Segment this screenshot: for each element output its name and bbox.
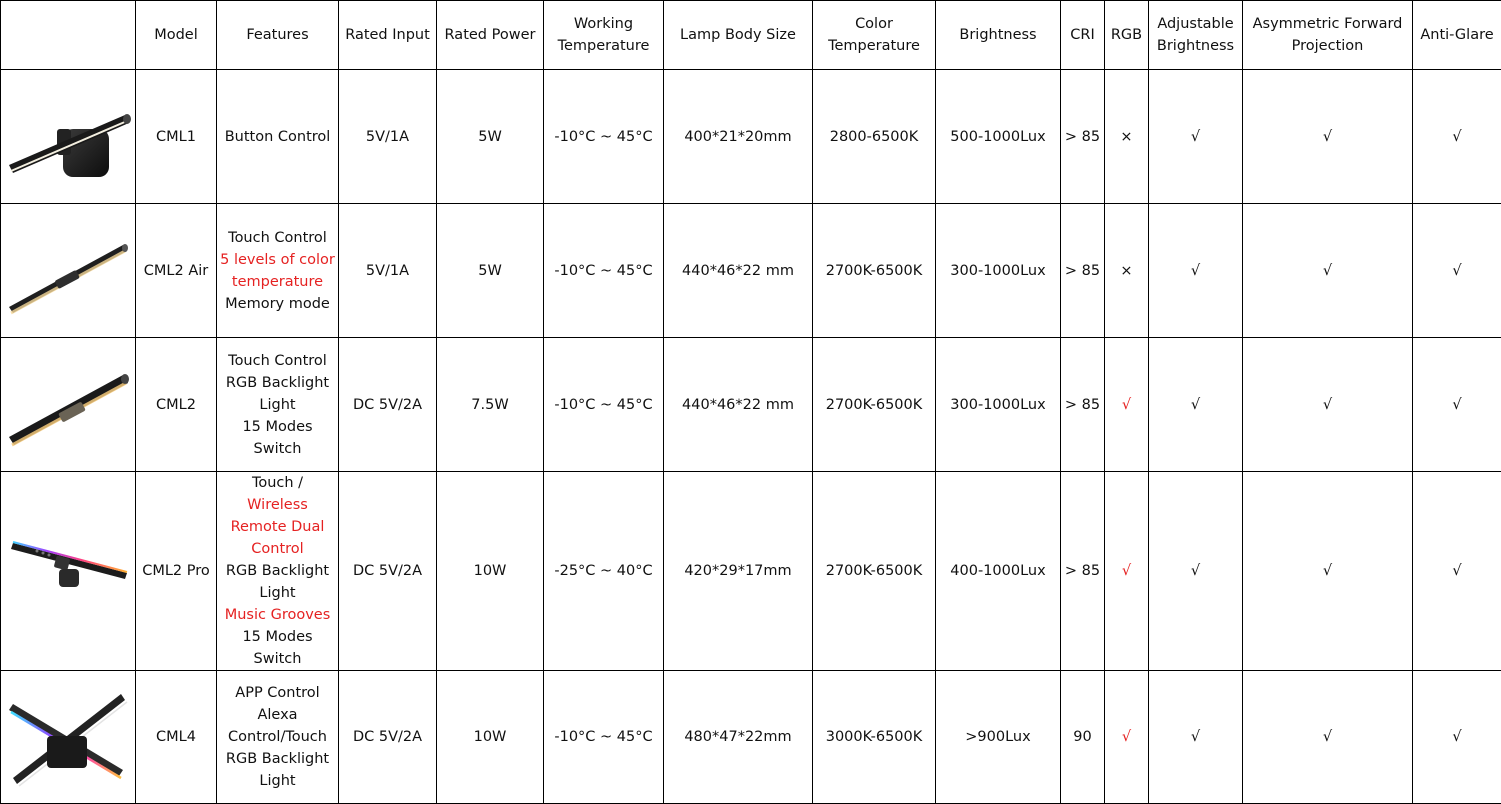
header-working-temperature-line-1: Working <box>573 16 634 32</box>
header-brightness: Brightness <box>936 1 1061 70</box>
feature-line: RGB Backlight <box>225 374 330 391</box>
header-color-temperature-line-1: Color <box>855 16 893 32</box>
features-cell <box>217 204 339 338</box>
feature-line: Touch Control <box>228 352 327 369</box>
header-adjustable-brightness-line-1: Adjustable <box>1157 16 1234 32</box>
brightness-cell: 300-1000Lux <box>936 204 1061 338</box>
color-temperature-cell: 2800-6500K <box>813 70 936 204</box>
anti-glare-cell: √ <box>1413 338 1501 472</box>
product-image-cell <box>1 70 136 204</box>
header-working-temperature-line-2: Temperature <box>557 38 650 54</box>
product-image-cell <box>1 204 136 338</box>
brightness-cell: 300-1000Lux <box>936 338 1061 472</box>
lamp-body-size-cell: 440*46*22 mm <box>664 204 813 338</box>
model-cell: CML2 Pro <box>136 472 217 671</box>
table-row <box>1 204 1501 338</box>
feature-line: Control/Touch <box>228 729 327 745</box>
model-cell: CML2 <box>136 338 217 472</box>
adjustable-brightness-cell: √ <box>1149 338 1243 472</box>
working-temperature-cell: -25°C ~ 40°C <box>544 472 664 671</box>
header-anti-glare: Anti-Glare <box>1413 1 1501 70</box>
features-cell <box>217 472 339 671</box>
rated-input-cell: DC 5V/2A <box>339 338 437 472</box>
features-cell <box>217 338 339 472</box>
rated-power-cell: 5W <box>437 70 544 204</box>
lamp-body-size-cell: 440*46*22 mm <box>664 338 813 472</box>
table-row <box>1 671 1501 804</box>
feature-line: Button Control <box>224 128 331 145</box>
cml2-pro-light-bar-icon <box>1 531 135 611</box>
adjustable-brightness-cell: √ <box>1149 671 1243 804</box>
feature-line: Light <box>259 396 296 413</box>
asymmetric-projection-cell: √ <box>1243 338 1413 472</box>
model-cell: CML4 <box>136 671 217 804</box>
header-rated-power: Rated Power <box>437 1 544 70</box>
brightness-cell: 500-1000Lux <box>936 70 1061 204</box>
feature-line: Wireless <box>247 497 308 513</box>
cri-cell: 90 <box>1061 671 1105 804</box>
lamp-body-size-cell: 400*21*20mm <box>664 70 813 204</box>
feature-line: Touch / <box>251 475 304 491</box>
adjustable-brightness-cell: √ <box>1149 472 1243 671</box>
rated-power-cell: 7.5W <box>437 338 544 472</box>
feature-line: Alexa <box>257 707 298 723</box>
working-temperature-cell: -10°C ~ 45°C <box>544 338 664 472</box>
model-cell: CML2 Air <box>136 204 217 338</box>
adjustable-brightness-cell: √ <box>1149 204 1243 338</box>
header-row <box>1 1 1501 70</box>
lamp-body-size-cell: 480*47*22mm <box>664 671 813 804</box>
feature-line: 15 Modes <box>242 418 313 435</box>
cri-cell: > 85 <box>1061 338 1105 472</box>
feature-line: Switch <box>253 440 302 457</box>
cri-cell: > 85 <box>1061 472 1105 671</box>
rated-power-cell: 5W <box>437 204 544 338</box>
working-temperature-cell: -10°C ~ 45°C <box>544 671 664 804</box>
cml2-light-bar-icon <box>1 355 135 455</box>
working-temperature-cell: -10°C ~ 45°C <box>544 204 664 338</box>
cml2-air-light-bar-icon <box>1 221 135 321</box>
header-rgb: RGB <box>1105 1 1149 70</box>
cml1-light-bar-icon <box>1 87 135 187</box>
table-row <box>1 338 1501 472</box>
table-row <box>1 472 1501 671</box>
adjustable-brightness-cell: √ <box>1149 70 1243 204</box>
asymmetric-projection-cell: √ <box>1243 70 1413 204</box>
header-image <box>1 1 136 70</box>
anti-glare-cell: √ <box>1413 671 1501 804</box>
header-asymmetric-forward-projection <box>1243 1 1413 70</box>
header-asymmetric-line-1: Asymmetric Forward <box>1252 16 1403 32</box>
cri-cell: > 85 <box>1061 204 1105 338</box>
header-adjustable-brightness <box>1149 1 1243 70</box>
header-color-temperature-line-2: Temperature <box>828 38 920 54</box>
feature-line: APP Control <box>235 685 320 701</box>
feature-line: Music Grooves <box>224 607 331 623</box>
anti-glare-cell: √ <box>1413 70 1501 204</box>
header-asymmetric-line-2: Projection <box>1291 38 1364 54</box>
header-rated-input: Rated Input <box>339 1 437 70</box>
rgb-cell: × <box>1105 70 1149 204</box>
brightness-cell: >900Lux <box>936 671 1061 804</box>
product-image-cell <box>1 671 136 804</box>
color-temperature-cell: 2700K-6500K <box>813 472 936 671</box>
header-adjustable-brightness-line-2: Brightness <box>1156 38 1235 54</box>
anti-glare-cell: √ <box>1413 472 1501 671</box>
feature-line: Touch Control <box>228 229 327 246</box>
header-working-temperature <box>544 1 664 70</box>
feature-line: Light <box>259 585 296 601</box>
header-color-temperature <box>813 1 936 70</box>
header-cri: CRI <box>1061 1 1105 70</box>
feature-line: RGB Backlight <box>225 751 330 767</box>
working-temperature-cell: -10°C ~ 45°C <box>544 70 664 204</box>
product-image-cell <box>1 472 136 671</box>
color-temperature-cell: 3000K-6500K <box>813 671 936 804</box>
model-cell: CML1 <box>136 70 217 204</box>
rated-input-cell: DC 5V/2A <box>339 472 437 671</box>
asymmetric-projection-cell: √ <box>1243 671 1413 804</box>
feature-line: Remote Dual <box>230 519 325 535</box>
color-temperature-cell: 2700K-6500K <box>813 338 936 472</box>
feature-line: 15 Modes <box>242 629 313 645</box>
rated-input-cell: DC 5V/2A <box>339 671 437 804</box>
header-model: Model <box>136 1 217 70</box>
header-features: Features <box>217 1 339 70</box>
feature-line: 5 levels of color <box>220 251 335 268</box>
rated-input-cell: 5V/1A <box>339 204 437 338</box>
header-lamp-body-size: Lamp Body Size <box>664 1 813 70</box>
rated-input-cell: 5V/1A <box>339 70 437 204</box>
rgb-cell: √ <box>1105 338 1149 472</box>
anti-glare-cell: √ <box>1413 204 1501 338</box>
lamp-body-size-cell: 420*29*17mm <box>664 472 813 671</box>
rated-power-cell: 10W <box>437 472 544 671</box>
features-cell <box>217 70 339 204</box>
brightness-cell: 400-1000Lux <box>936 472 1061 671</box>
feature-line: temperature <box>231 273 324 290</box>
color-temperature-cell: 2700K-6500K <box>813 204 936 338</box>
feature-line: RGB Backlight <box>225 563 330 579</box>
rgb-cell: √ <box>1105 671 1149 804</box>
rgb-cell: √ <box>1105 472 1149 671</box>
feature-line: Light <box>259 773 296 789</box>
feature-line: Switch <box>253 651 302 667</box>
cri-cell: > 85 <box>1061 70 1105 204</box>
rgb-cell: × <box>1105 204 1149 338</box>
asymmetric-projection-cell: √ <box>1243 472 1413 671</box>
rated-power-cell: 10W <box>437 671 544 804</box>
cml4-light-bar-icon <box>1 682 135 792</box>
feature-line: Control <box>251 541 304 557</box>
asymmetric-projection-cell: √ <box>1243 204 1413 338</box>
product-image-cell <box>1 338 136 472</box>
features-cell <box>217 671 339 804</box>
feature-line: Memory mode <box>225 295 330 312</box>
table-row <box>1 70 1501 204</box>
